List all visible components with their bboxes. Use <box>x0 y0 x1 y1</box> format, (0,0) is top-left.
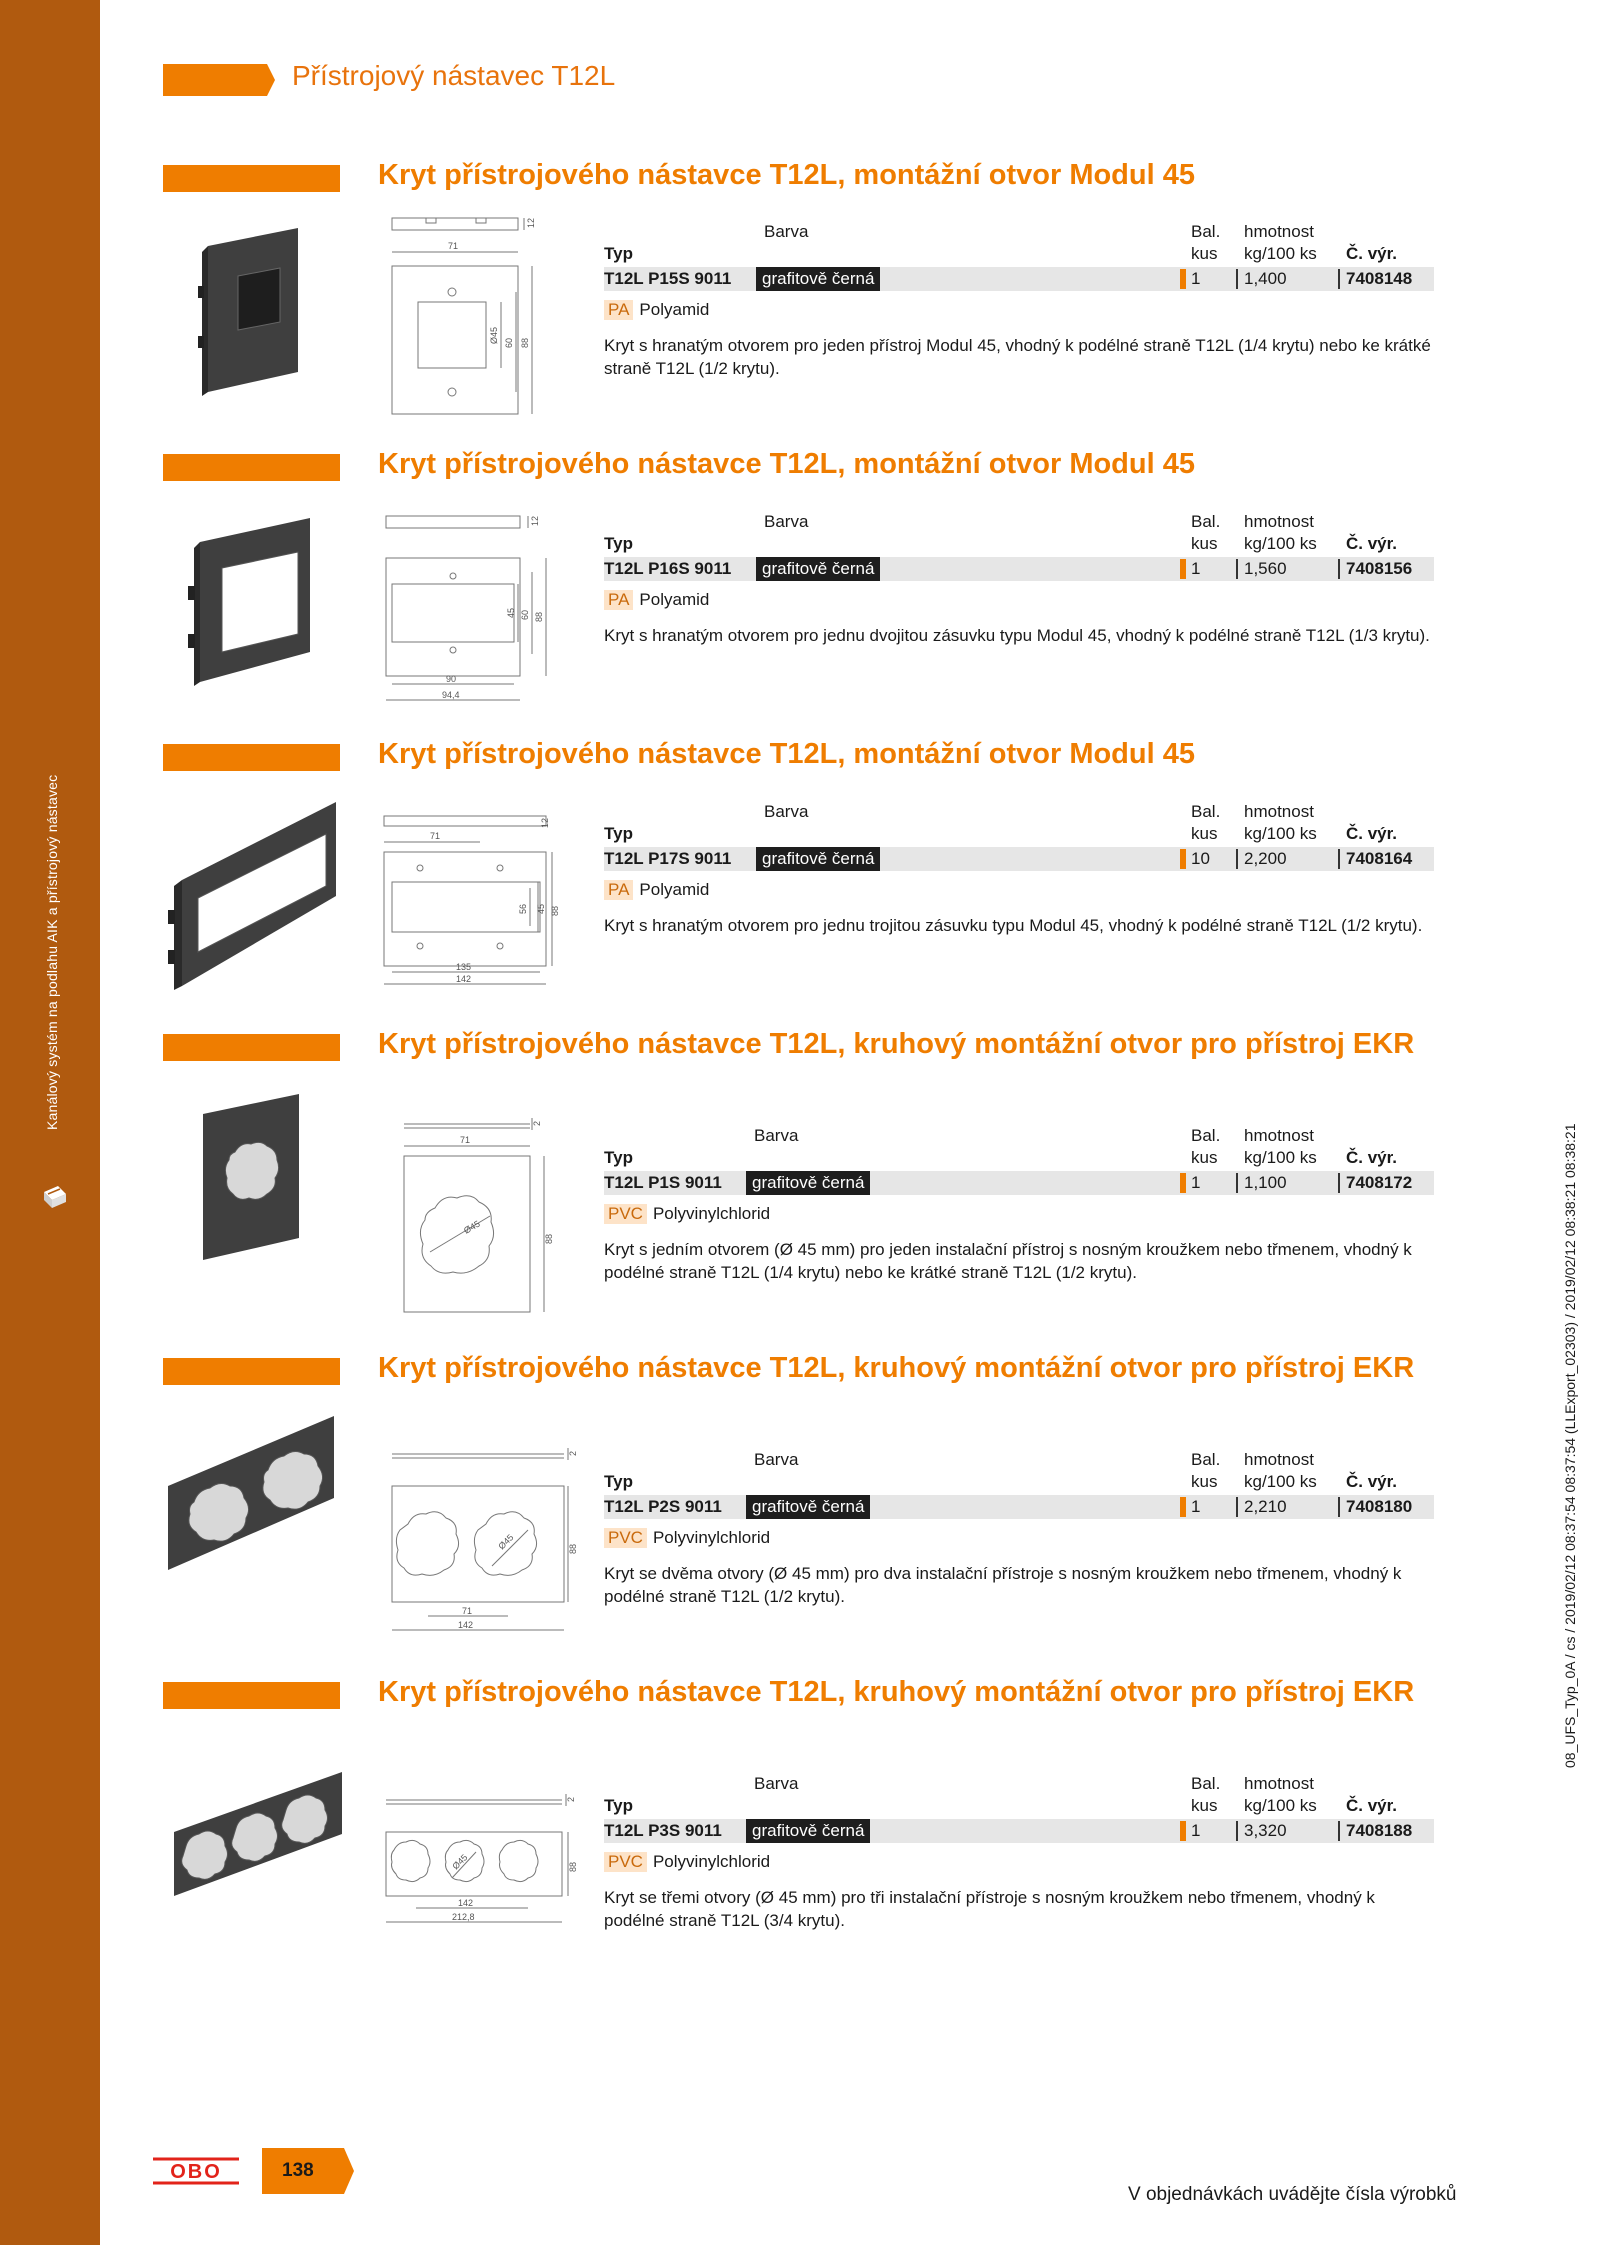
article-number: 7408164 <box>1346 849 1413 868</box>
pack-qty: 1 <box>1191 269 1201 288</box>
color-badge: grafitově černá <box>746 1171 870 1195</box>
material-code: PA <box>604 300 633 320</box>
color-badge: grafitově černá <box>756 267 880 291</box>
col-kg: kg/100 ks <box>1244 244 1317 263</box>
color-badge: grafitově černá <box>746 1495 870 1519</box>
col-kus: kus <box>1191 1796 1218 1815</box>
product-category-icon <box>40 1182 70 1212</box>
col-typ: Typ <box>604 824 633 843</box>
section-bar <box>163 1358 340 1385</box>
dim-label: 90 <box>446 674 457 684</box>
separator <box>1236 269 1238 289</box>
col-kus: kus <box>1191 1472 1218 1491</box>
dim-label: 60 <box>504 337 514 348</box>
separator <box>1236 849 1238 869</box>
section-bar <box>163 454 340 481</box>
col-hmotnost: hmotnost <box>1244 1774 1314 1793</box>
pack-qty: 1 <box>1191 1173 1201 1192</box>
product-type: T12L P16S 9011 <box>604 559 732 578</box>
accent-separator <box>1180 1497 1186 1517</box>
pack-qty: 10 <box>1191 849 1210 868</box>
section-title: Kryt přístrojového nástavce T12L, kruhový montážní otvor pro přístroj EKR <box>378 1676 1415 1708</box>
technical-drawing <box>380 812 560 988</box>
material-code: PVC <box>604 1852 647 1872</box>
separator <box>1338 849 1340 869</box>
color-badge: grafitově černá <box>746 1819 870 1843</box>
col-hmotnost: hmotnost <box>1244 802 1314 821</box>
separator <box>1338 1173 1340 1193</box>
color-badge: grafitově černá <box>756 847 880 871</box>
description: Kryt s hranatým otvorem pro jeden přístroj Modul 45, vhodný k podélné straně T12L (1/4 krytu) nebo ke krátké straně T12L (1/2 krytu). <box>604 336 1431 378</box>
dim-label: 2 <box>532 1120 542 1126</box>
separator <box>1338 559 1340 579</box>
material-name: Polyvinylchlorid <box>652 1528 771 1547</box>
dim-label: 45 <box>536 903 546 914</box>
separator <box>1236 1497 1238 1517</box>
material <box>604 1852 770 1872</box>
logo-text: OBO <box>170 2161 222 2183</box>
product-type: T12L P1S 9011 <box>604 1173 722 1192</box>
description: Kryt se dvěma otvory (Ø 45 mm) pro dva instalační přístroje s nosným kroužkem nebo třmenem, vhodný k podélné straně T12L (1/2 krytu). <box>604 1564 1402 1606</box>
col-cv: Č. výr. <box>1346 824 1398 843</box>
dim-label: 71 <box>460 1135 471 1145</box>
section-bar <box>163 744 340 771</box>
header-tag-shape <box>163 64 275 96</box>
weight: 2,210 <box>1244 1497 1287 1516</box>
col-hmotnost: hmotnost <box>1244 222 1314 241</box>
col-bal: Bal. <box>1191 1126 1221 1145</box>
product-photo <box>198 226 308 396</box>
dim-label: 2 <box>566 1796 576 1802</box>
weight: 3,320 <box>1244 1821 1287 1840</box>
col-barva: Barva <box>764 802 809 821</box>
product-photo <box>168 1770 348 1900</box>
col-cv: Č. výr. <box>1346 244 1398 263</box>
col-bal: Bal. <box>1191 512 1221 531</box>
col-typ: Typ <box>604 1148 633 1167</box>
weight: 1,560 <box>1244 559 1287 578</box>
product-type: T12L P17S 9011 <box>604 849 732 868</box>
pack-qty: 1 <box>1191 1821 1201 1840</box>
product-type: T12L P3S 9011 <box>604 1821 722 1840</box>
obo-logo <box>153 2157 239 2185</box>
article-number: 7408180 <box>1346 1497 1413 1516</box>
material-code: PA <box>604 590 633 610</box>
section-title: Kryt přístrojového nástavce T12L, kruhový montážní otvor pro přístroj EKR <box>378 1028 1415 1060</box>
material-code: PVC <box>604 1204 647 1224</box>
dim-label: 60 <box>520 609 530 620</box>
section-bar <box>163 1682 340 1709</box>
col-barva: Barva <box>754 1774 799 1793</box>
dim-label: 12 <box>540 817 550 828</box>
color-badge: grafitově černá <box>756 557 880 581</box>
weight: 2,200 <box>1244 849 1287 868</box>
col-hmotnost: hmotnost <box>1244 1450 1314 1469</box>
article-number: 7408172 <box>1346 1173 1413 1192</box>
col-kg: kg/100 ks <box>1244 1148 1317 1167</box>
material-name: Polyamid <box>639 880 710 899</box>
dim-label: 45 <box>506 607 516 618</box>
accent-separator <box>1180 269 1186 289</box>
col-bal: Bal. <box>1191 222 1221 241</box>
col-barva: Barva <box>754 1126 799 1145</box>
footer-note: V objednávkách uvádějte čísla výrobků <box>1128 2184 1457 2205</box>
dim-label: 135 <box>456 962 472 972</box>
section-title: Kryt přístrojového nástavce T12L, kruhový montážní otvor pro přístroj EKR <box>378 1352 1415 1384</box>
col-barva: Barva <box>754 1450 799 1469</box>
dim-label: 56 <box>518 903 528 914</box>
dim-label: 88 <box>568 1543 578 1554</box>
accent-separator <box>1180 1821 1186 1841</box>
article-number: 7408156 <box>1346 559 1413 578</box>
product-photo <box>160 1414 340 1576</box>
separator <box>1338 1821 1340 1841</box>
separator <box>1236 1821 1238 1841</box>
material-code: PA <box>604 880 633 900</box>
page-number: 138 <box>282 2160 314 2181</box>
accent-separator <box>1180 559 1186 579</box>
col-cv: Č. výr. <box>1346 534 1398 553</box>
col-kus: kus <box>1191 1148 1218 1167</box>
description: Kryt s hranatým otvorem pro jednu trojitou zásuvku typu Modul 45, vhodný k podélné straně T12L (1/2 krytu). <box>604 916 1423 935</box>
col-typ: Typ <box>604 1472 633 1491</box>
page-title: Přístrojový nástavec T12L <box>292 60 616 91</box>
dim-label: 12 <box>526 217 536 228</box>
product-photo <box>168 800 343 990</box>
table-row <box>604 1495 1434 1519</box>
material <box>604 1204 770 1224</box>
dim-label: 88 <box>550 905 560 916</box>
description: Kryt s jedním otvorem (Ø 45 mm) pro jeden instalační přístroj s nosným kroužkem nebo třmenem, vhodný k podélné straně T12L (1/4 krytu) nebo ke krátké straně T12L (1/2 krytu). <box>604 1240 1412 1282</box>
col-kg: kg/100 ks <box>1244 824 1317 843</box>
pack-qty: 1 <box>1191 559 1201 578</box>
product-photo <box>188 516 318 686</box>
section-title: Kryt přístrojového nástavce T12L, montážní otvor Modul 45 <box>378 159 1195 191</box>
col-bal: Bal. <box>1191 1450 1221 1469</box>
dim-label: 71 <box>462 1606 473 1616</box>
material-code: PVC <box>604 1528 647 1548</box>
separator <box>1338 1497 1340 1517</box>
technical-drawing <box>388 1446 578 1640</box>
col-kg: kg/100 ks <box>1244 1472 1317 1491</box>
table-row <box>604 847 1434 871</box>
dim-label: Ø45 <box>462 1218 482 1236</box>
col-cv: Č. výr. <box>1346 1472 1398 1491</box>
dim-label: 212,8 <box>452 1912 475 1922</box>
material-name: Polyvinylchlorid <box>652 1852 771 1871</box>
dim-label: Ø45 <box>489 326 499 344</box>
material <box>604 1528 770 1548</box>
material-name: Polyvinylchlorid <box>652 1204 771 1223</box>
accent-separator <box>1180 849 1186 869</box>
dim-label: 88 <box>520 337 530 348</box>
col-typ: Typ <box>604 534 633 553</box>
col-hmotnost: hmotnost <box>1244 1126 1314 1145</box>
dim-label: 2 <box>568 1450 578 1456</box>
table-row <box>604 267 1434 291</box>
dim-label: 142 <box>458 1898 474 1908</box>
col-kg: kg/100 ks <box>1244 1796 1317 1815</box>
dim-label: 88 <box>568 1861 578 1872</box>
dim-label: 71 <box>448 241 459 251</box>
col-typ: Typ <box>604 1796 633 1815</box>
material-name: Polyamid <box>639 590 710 609</box>
table-row <box>604 1819 1434 1843</box>
separator <box>1236 1173 1238 1193</box>
technical-drawing <box>382 1792 582 1932</box>
sidebar-vertical-text: Kanálový systém na podlahu AIK a přístrojový nástavec <box>44 774 60 1130</box>
weight: 1,100 <box>1244 1173 1287 1192</box>
dim-label: 88 <box>544 1233 554 1244</box>
col-kus: kus <box>1191 244 1218 263</box>
product-type: T12L P2S 9011 <box>604 1497 722 1516</box>
dim-label: Ø45 <box>450 1852 470 1872</box>
col-cv: Č. výr. <box>1346 1148 1398 1167</box>
dim-label: 142 <box>456 974 472 984</box>
separator <box>1338 269 1340 289</box>
col-bal: Bal. <box>1191 1774 1221 1793</box>
technical-drawing <box>390 1116 560 1322</box>
accent-separator <box>1180 1173 1186 1193</box>
col-kus: kus <box>1191 824 1218 843</box>
section-bar <box>163 165 340 192</box>
col-kg: kg/100 ks <box>1244 534 1317 553</box>
article-number: 7408148 <box>1346 269 1413 288</box>
dim-label: 12 <box>530 515 540 526</box>
description: Kryt s hranatým otvorem pro jednu dvojitou zásuvku typu Modul 45, vhodný k podélné straně T12L (1/3 krytu). <box>604 626 1430 645</box>
section-bar <box>163 1034 340 1061</box>
technical-drawing <box>380 510 560 710</box>
table-row <box>604 557 1434 581</box>
section-title: Kryt přístrojového nástavce T12L, montážní otvor Modul 45 <box>378 738 1195 770</box>
separator <box>1236 559 1238 579</box>
col-typ: Typ <box>604 244 633 263</box>
dim-label: 88 <box>534 611 544 622</box>
print-metadata: 08_UFS_Typ_0A / cs / 2019/02/12 08:37:54 08:37:54 (LLExport_02303) / 2019/02/12 08:38:21 08:38:21 <box>1562 1123 1578 1768</box>
material <box>604 300 709 320</box>
material <box>604 880 709 900</box>
article-number: 7408188 <box>1346 1821 1413 1840</box>
weight: 1,400 <box>1244 269 1287 288</box>
table-row <box>604 1171 1434 1195</box>
product-photo <box>195 1092 305 1262</box>
pack-qty: 1 <box>1191 1497 1201 1516</box>
col-kus: kus <box>1191 534 1218 553</box>
col-cv: Č. výr. <box>1346 1796 1398 1815</box>
product-type: T12L P15S 9011 <box>604 269 732 288</box>
technical-drawing <box>386 212 556 424</box>
dim-label: 71 <box>430 831 441 841</box>
material <box>604 590 709 610</box>
dim-label: Ø45 <box>496 1532 516 1552</box>
col-bal: Bal. <box>1191 802 1221 821</box>
col-barva: Barva <box>764 222 809 241</box>
material-name: Polyamid <box>639 300 710 319</box>
section-title: Kryt přístrojového nástavce T12L, montážní otvor Modul 45 <box>378 448 1195 480</box>
col-barva: Barva <box>764 512 809 531</box>
description: Kryt se třemi otvory (Ø 45 mm) pro tři instalační přístroje s nosným kroužkem nebo třmenem, vhodný k podélné straně T12L (3/4 krytu). <box>604 1888 1375 1930</box>
dim-label: 94,4 <box>442 690 460 700</box>
col-hmotnost: hmotnost <box>1244 512 1314 531</box>
dim-label: 142 <box>458 1620 474 1630</box>
